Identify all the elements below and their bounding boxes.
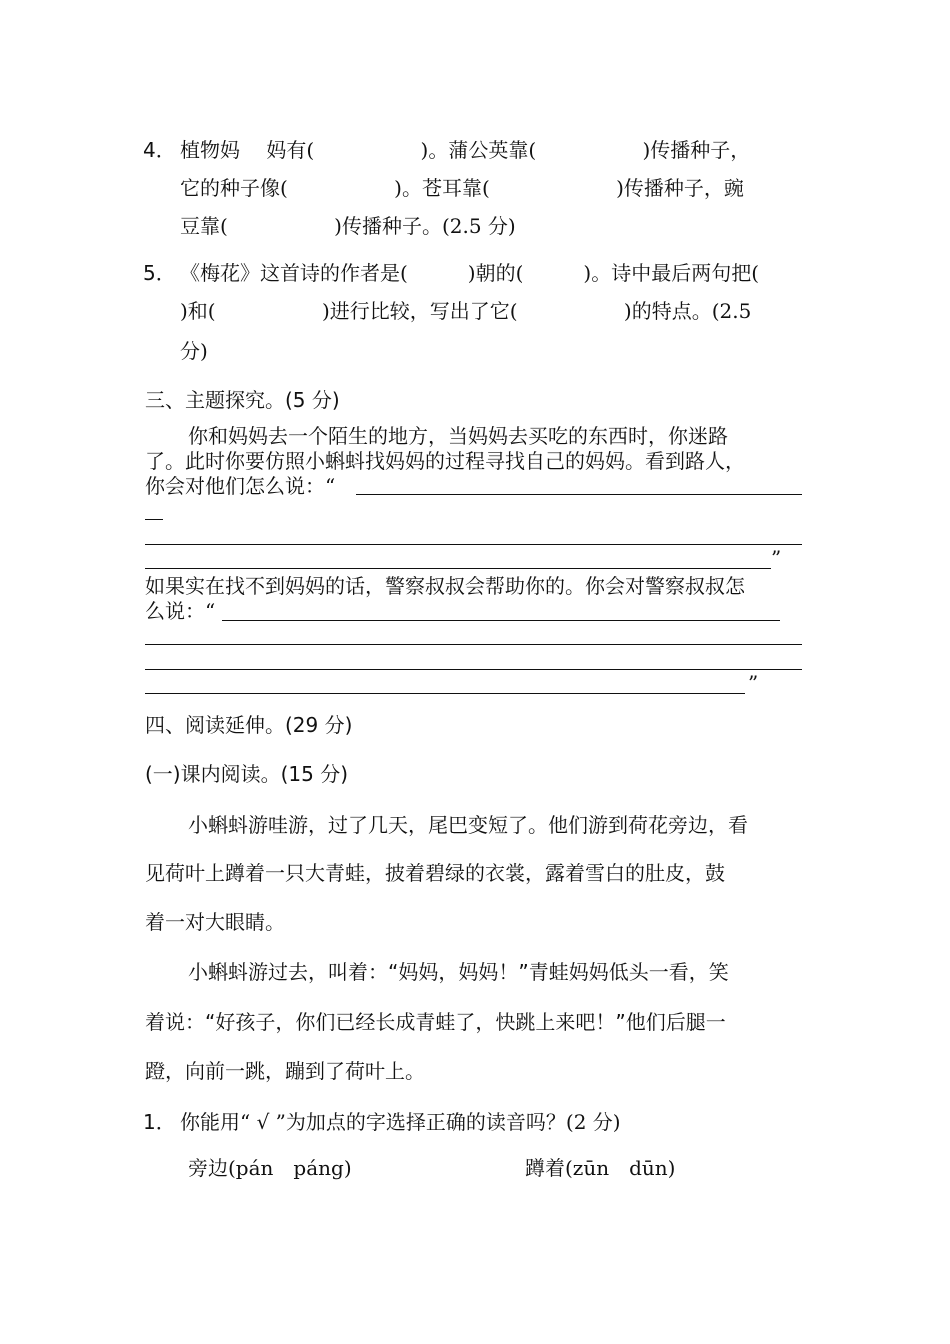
q5-line-3: 分) — [180, 339, 208, 363]
section4-sub-heading: (一)课内阅读。(15 分) — [145, 762, 349, 786]
q4-number: 4． — [143, 138, 176, 162]
section3-p1-line-2: 了。此时你要仿照小蝌蚪找妈妈的过程寻找自己的妈妈。看到路人， — [145, 449, 745, 473]
passage-p1-line-1: 小蝌蚪游哇游，过了几天，尾巴变短了。他们游到荷花旁边，看 — [188, 813, 748, 837]
passage-p1-line-2: 见荷叶上蹲着一只大青蛙，披着碧绿的衣裳，露着雪白的肚皮，鼓 — [145, 861, 725, 885]
q1-text: 你能用“ √ ”为加点的字选择正确的读音吗？(2 分) — [180, 1110, 621, 1134]
answer-blank — [145, 544, 802, 545]
passage-p1-line-3: 着一对大眼睛。 — [145, 910, 285, 934]
q4-line-1: 植物妈 妈有( )。蒲公英靠( )传播种子， — [180, 138, 751, 162]
q1-number: 1． — [143, 1110, 176, 1134]
q5-line-1: 《梅花》这首诗的作者是( )朝的( )。诗中最后两句把( — [180, 261, 760, 285]
q4-line-3: 豆靠( )传播种子。(2.5 分) — [180, 214, 516, 238]
answer-blank — [145, 693, 745, 694]
answer-blank — [145, 644, 802, 645]
q5-line-2: )和( )进行比较，写出了它( )的特点。(2.5 — [180, 299, 752, 323]
q1-option-b: 蹲着(zūn dūn) — [525, 1156, 676, 1180]
answer-blank — [222, 620, 780, 621]
section3-p2-line-2: 么说：“ — [145, 599, 216, 623]
answer-blank — [145, 519, 163, 520]
passage-p2-line-1: 小蝌蚪游过去，叫着：“妈妈，妈妈！”青蛙妈妈低头一看，笑 — [188, 960, 729, 984]
q4-line-2: 它的种子像( )。苍耳靠( )传播种子，豌 — [180, 176, 744, 200]
section3-heading: 三、主题探究。(5 分) — [145, 388, 340, 412]
section4-heading: 四、阅读延伸。(29 分) — [145, 713, 353, 737]
close-quote: ” — [771, 546, 782, 570]
q1-option-a: 旁边(pán páng) — [188, 1156, 352, 1180]
section3-p2-line-1: 如果实在找不到妈妈的话，警察叔叔会帮助你的。你会对警察叔叔怎 — [145, 574, 745, 598]
section3-p1-line-3: 你会对他们怎么说：“ — [145, 474, 336, 498]
answer-blank — [145, 669, 802, 670]
passage-p2-line-3: 蹬，向前一跳，蹦到了荷叶上。 — [145, 1059, 425, 1083]
answer-blank — [145, 568, 771, 569]
close-quote: ” — [748, 671, 759, 695]
answer-blank — [356, 494, 802, 495]
passage-p2-line-2: 着说：“好孩子，你们已经长成青蛙了，快跳上来吧！”他们后腿一 — [145, 1010, 726, 1034]
section3-p1-line-1: 你和妈妈去一个陌生的地方，当妈妈去买吃的东西时，你迷路 — [188, 424, 728, 448]
q5-number: 5． — [143, 261, 176, 285]
